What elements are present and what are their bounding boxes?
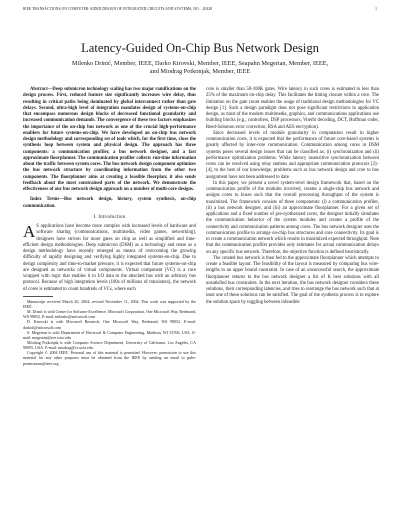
footnote-author-kirovski: D. Kirovski is with Microsoft Research, One Microsoft Way, Redmond, WA 98052. E-mail: darkok@microsoft.com	[23, 319, 196, 330]
index-terms: Index Terms—Bus network design, history, system synthesis, on-chip communication.	[23, 197, 196, 209]
body-paragraph-3: In this paper, we present a novel system-level design framework that, based on the communication profile of the modules involved, creates a single-chip bus network and assigns cores to buses such that the overall processing throughput of the system is maximized. The framework consists of three components: (i) a communication profiler, (ii) a bus network designer, and (iii) an approximate floorplanner. For a given set of applications and a fixed number of pre-synthesized cores, the designer initially simulates the communication behavior of the system modules and creates a profile of the connectivity and communication patterns among cores. The bus network designer uses the communication profile to arrange on-chip bus structures and core connectivity. Its goal is to create a communication network which results in maximized expected throughput. Note that the communication profiler provides only estimates for actual communication delays on any specific bus network. Therefore, the objective function is defined heuristically.	[206, 180, 379, 255]
body-paragraph-continued: core is smaller than 50-100K gates. Wire latency in such cores is estimated to less than 25% of the maximum on-chip delay. This facilitates the timing closure within a core. The limitation on the gate count enables the usage of traditional design methodologies for VC design [1]. Such a design paradigm does not pose significant restrictions to application design, as most of the modern multimedia, graphics, and communications applications use building blocks (e.g., controllers, DSP processors, Viterbi decoding, DCT, Huffman coder, Reed-Solomon error correction, RSA and AES encryption).	[206, 87, 379, 130]
footnote-author-potkonjak: Miodrag Potkonjak is with Computer Science Department, University of California, Los Angeles, CA 90095, USA. E-mail: miodrag@cs.ucla.edu	[23, 340, 196, 351]
intro-paragraph-1	[23, 224, 196, 293]
authors-line-1: Milenko Drinić, Member, IEEE, Darko Kirovski, Member, IEEE, Seapahn Megerian, Member, IEEE,	[71, 60, 329, 67]
footnote-manuscript: Manuscript received March 20, 2004; revised November 11, 2004. This work was supported by the IEEE.	[23, 298, 196, 309]
body-paragraph-2: Since decreased levels of module granularity in computation result in higher communication costs, it is expected that the performance of future core-based systems is greatly affected by inter-core communication. Communication among cores in DSM systems poses several design issues that can be classified as: (i) synchronization and (ii) performance optimization problems. While latency insensitive synchronization between cores can be resolved using relay stations and appropriate communication protocols [2]–[4], to the best of our knowledge, problems such as bus network design and core to bus assignment have not been addressed to date.	[206, 130, 379, 180]
body-paragraph-4: The created bus network is then fed to the approximate floorplanner which attempts to create a feasible layout. The feasibility of the layout is measured by comparing bus wire-lengths to an upper bound constraint. In case of an unsuccessful search, the approximate floorplanner returns to the bus network designer a list of K best solutions with all unsatisfied bus constraints. In the next iteration, the bus network designer considers these solutions, their corresponding latencies, and tries to rearrange the bus network such that at least one of these solutions can be satisfied. The goal of the synthesis process is to explore the solution space by toggling between infeasible	[206, 255, 379, 305]
running-head	[23, 7, 377, 11]
intro-paragraph-1-text: S applications have become more complex with increased levels of hardware and software sharing (communications, multimedia, video games, networking), designers have striven for more gates on chip as well as simplified and time-efficient design methodologies. Deep submicron (DSM) as a technology and reuse as a design methodology have recently emerged as means of overcoming the growing difficulty of rapidly designing and verifying highly integrated systems-on-chip. Due to design complexity and time-to-market pressure, it is expected that future systems-on-chip are designed as networks of virtual components. Virtual component (VC) is a core wrapped with logic that enables it to I/O data to the attached bus with an arbitrary bus protocol. Because of high integration levels (100s of millions of transistors), the network of cores is estimated to count hundreds of VCs, where each	[23, 224, 196, 292]
running-head-text: IEEE TRANSACTIONS ON COMPUTER-AIDED DESIGN OF INTEGRATED CIRCUITS AND SYSTEMS, NO. , 20428	[23, 7, 213, 11]
footnotes	[23, 299, 196, 366]
section-heading-introduction: I. Introduction	[93, 214, 126, 220]
footnote-separator	[23, 296, 53, 297]
page-number: 1	[375, 7, 377, 11]
footnote-author-drinic: M. Drinić is with Center for Software Excellence, Microsoft Corporation, One Microsoft Way, Redmond, WA 98052. E-mail: milenko@microsoft.com	[23, 309, 196, 320]
footnote-author-megerian: S. Megerian is with Department of Electrical & Computer Engineering, Madison, WI 53706, USA. E-mail: megerian@ece.wisc.edu	[23, 329, 196, 340]
paper-title: Latency-Guided On-Chip Bus Network Design	[81, 41, 319, 55]
drop-cap: A	[23, 222, 36, 241]
footnote-copyright: Copyright © 2004 IEEE. Personal use of this material is permitted. However, permission to use this material for any other purposes must be obtained from the IEEE by sending an email to pubs-permissions@ieee.org.	[23, 350, 196, 366]
abstract: Abstract—Deep submicron technology scaling has two major ramifications on the design process. First, reduced feature size significantly increases wire delay, thus resulting in critical paths being dominated by global interconnect rather than gate delays. Second, ultra-high level of integration mandates design of systems-on-chip that encompass numerous design blocks of decreased functional granularity and increased communication demands. The convergence of these two factors emphasizes the importance of the on-chip bus network as one of the crucial high-performance enablers for future systems-on-chip. We have developed an on-chip bus network design methodology and corresponding set of tools which, for the first time, close the synthesis loop between system and physical design. The approach has three components: a communication profiler, a bus network designer, and a fast approximate floorplanner. The communication profiler collects run-time information about the traffic between system cores. The bus network design component optimizes the bus network structure by coordinating information from the other two components. The floorplanner aims at creating a feasible floorplan; it also sends feedback about the most constrained parts of the network. We demonstrate the effectiveness of our bus network design approach on a number of multi-core designs.	[23, 87, 196, 192]
author-block	[40, 60, 360, 76]
authors-line-2: and Miodrag Potkonjak, Member, IEEE	[149, 67, 251, 75]
right-column	[206, 87, 379, 306]
left-column	[23, 87, 196, 366]
